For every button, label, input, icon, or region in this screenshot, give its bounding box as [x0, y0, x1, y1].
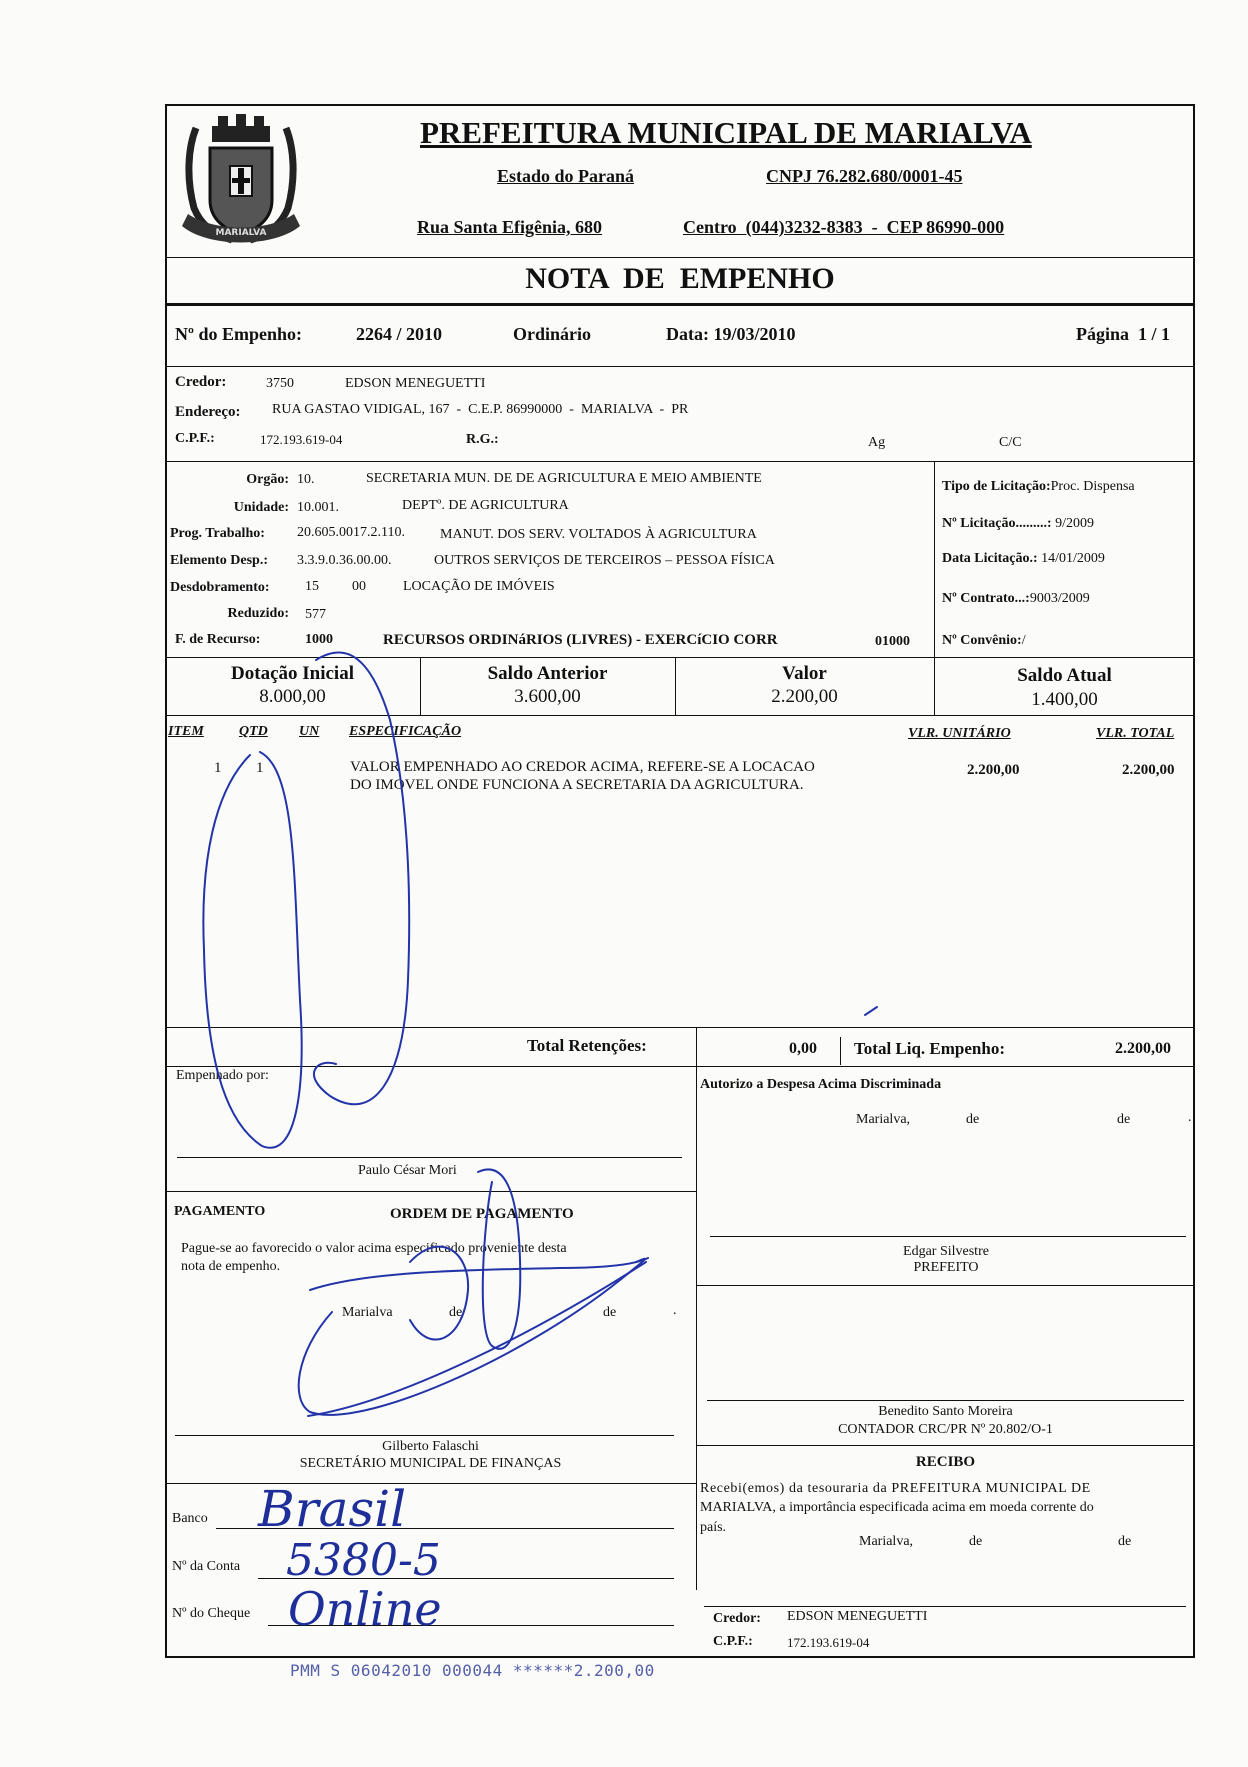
conta-label: Nº da Conta	[172, 1559, 241, 1574]
pagamento-de2: de	[603, 1305, 617, 1320]
valor-value: 2.200,00	[771, 686, 838, 707]
elemento-label: Elemento Desp.:	[170, 553, 268, 568]
empenhado-label: Empenhado por:	[176, 1068, 269, 1083]
item-spec-line1: VALOR EMPENHADO AO CREDOR ACIMA, REFERE-SE A LOCACAO	[350, 759, 815, 775]
dotacao-label: Dotação Inicial	[231, 663, 354, 684]
prefeitura-title: PREFEITURA MUNICIPAL DE MARIALVA	[420, 115, 1032, 150]
authentication-code: PMM S 06042010 000044 ******2.200,00	[290, 1661, 655, 1680]
convenio-value: /	[1021, 633, 1026, 648]
unidade-code: 10.001.	[297, 500, 339, 515]
licitacao-data-label: Data Licitação.:	[942, 551, 1038, 566]
autorizo-label: Autorizo a Despesa Acima Discriminada	[700, 1077, 942, 1092]
prog-label: Prog. Trabalho:	[170, 526, 265, 541]
orgao-label: Orgão:	[246, 472, 289, 487]
retencoes-value: 0,00	[789, 1040, 817, 1057]
recibo-text-line2: MARIALVA, a importância especificada acima em moeda corrente do	[700, 1500, 1094, 1515]
prefeito-role: PREFEITO	[913, 1260, 979, 1275]
address-label: Rua Santa Efigênia, 680	[417, 217, 603, 237]
item-spec-line2: DO IMOVEL ONDE FUNCIONA A SECRETARIA DA AGRICULTURA.	[350, 777, 804, 793]
convenio-label: Nº Convênio:	[942, 633, 1022, 648]
page-number: Página 1 / 1	[1076, 324, 1171, 344]
recurso-number: 01000	[875, 634, 910, 649]
saldo-atual-value: 1.400,00	[1031, 689, 1098, 710]
pagamento-de1: de	[449, 1305, 463, 1320]
pagamento-label: PAGAMENTO	[174, 1204, 266, 1219]
empenhado-signer: Paulo César Mori	[358, 1163, 457, 1178]
recibo-label: RECIBO	[915, 1454, 976, 1470]
valor-label: Valor	[782, 663, 827, 684]
prog-code: 20.605.0017.2.110.	[297, 525, 405, 540]
licitacao-tipo-label: Tipo de Licitação:	[942, 479, 1051, 494]
state-label: Estado do Paraná	[497, 166, 635, 186]
item-number: 1	[214, 760, 222, 776]
item-total-value: 2.200,00	[1122, 762, 1175, 778]
contador-name: Benedito Santo Moreira	[878, 1404, 1013, 1419]
credor-code: 3750	[266, 376, 294, 391]
banco-label: Banco	[172, 1511, 208, 1526]
credor-name: EDSON MENEGUETTI	[345, 376, 486, 391]
cheque-label: Nº do Cheque	[172, 1606, 251, 1621]
unidade-label: Unidade:	[233, 500, 289, 515]
ag-label: Ag	[868, 435, 886, 450]
recurso-desc: RECURSOS ORDINáRIOS (LIVRES) - EXERCíCIO CORR	[383, 632, 778, 648]
saldo-anterior-value: 3.600,00	[514, 686, 581, 707]
empenho-type: Ordinário	[513, 324, 592, 344]
col-vlr-total: VLR. TOTAL	[1096, 726, 1175, 741]
total-liq-value: 2.200,00	[1115, 1040, 1171, 1057]
item-qtd: 1	[256, 760, 264, 776]
recibo-credor-name: EDSON MENEGUETTI	[787, 1609, 928, 1624]
financas-role: SECRETÁRIO MUNICIPAL DE FINANÇAS	[299, 1456, 562, 1471]
address-field-label: Endereço:	[175, 404, 241, 420]
contact-label: Centro (044)3232-8383 - CEP 86990-000	[683, 217, 1005, 237]
recibo-cpf-label: C.P.F.:	[713, 1634, 753, 1649]
financas-signer: Gilberto Falaschi	[382, 1439, 479, 1454]
empenho-date: Data: 19/03/2010	[666, 324, 796, 344]
licitacao-data-value: 14/01/2009	[1041, 551, 1105, 566]
recurso-code: 1000	[305, 632, 333, 647]
reduzido-label: Reduzido:	[227, 606, 289, 621]
item-unit-value: 2.200,00	[967, 762, 1020, 778]
col-especificacao: ESPECIFICAÇÃO	[349, 724, 462, 739]
saldo-anterior-label: Saldo Anterior	[487, 663, 608, 684]
elemento-desc: OUTROS SERVIÇOS DE TERCEIROS – PESSOA FÍSICA	[434, 553, 775, 568]
credor-cpf: 172.193.619-04	[260, 432, 343, 447]
contrato-label: Nº Contrato...:	[942, 591, 1030, 606]
cc-label: C/C	[999, 435, 1022, 450]
saldo-atual-label: Saldo Atual	[1017, 665, 1112, 686]
prog-desc: MANUT. DOS SERV. VOLTADOS À AGRICULTURA	[440, 527, 757, 542]
desdobramento-sub: 00	[352, 579, 366, 594]
contrato-value: 9003/2009	[1029, 591, 1090, 606]
autorizo-city: Marialva,	[856, 1112, 911, 1127]
banco-handwritten: Brasil	[258, 1480, 407, 1538]
orgao-desc: SECRETARIA MUN. DE DE AGRICULTURA E MEIO AMBIENTE	[366, 471, 762, 486]
recibo-cpf-value: 172.193.619-04	[787, 1635, 870, 1650]
dotacao-value: 8.000,00	[259, 686, 326, 707]
autorizo-de1: de	[966, 1112, 980, 1127]
orgao-code: 10.	[297, 472, 315, 487]
unidade-desc: DEPTº. DE AGRICULTURA	[402, 498, 569, 513]
recibo-de2: de	[1118, 1534, 1132, 1549]
pagamento-city: Marialva	[342, 1305, 393, 1320]
document-title: NOTA DE EMPENHO	[525, 262, 835, 295]
desdobramento-label: Desdobramento:	[170, 580, 270, 595]
credor-label: Credor:	[175, 374, 227, 390]
licitacao-tipo-value: Proc. Dispensa	[1050, 479, 1135, 494]
empenho-number-label: Nº do Empenho:	[175, 324, 302, 344]
prefeito-name: Edgar Silvestre	[903, 1244, 989, 1259]
recibo-credor-label: Credor:	[713, 1611, 761, 1626]
empenho-number: 2264 / 2010	[356, 324, 443, 344]
recibo-text-line1: Recebi(emos) da tesouraria da PREFEITURA MUNICIPAL DE	[700, 1481, 1091, 1496]
elemento-code: 3.3.9.0.36.00.00.	[297, 553, 392, 568]
credor-address: RUA GASTAO VIDIGAL, 167 - C.E.P. 86990000 - MARIALVA - PR	[272, 402, 689, 417]
cheque-handwritten: Online	[288, 1582, 442, 1636]
recurso-label: F. de Recurso:	[175, 632, 261, 647]
pagamento-text-line1: Pague-se ao favorecido o valor acima especificado proveniente desta	[181, 1241, 567, 1256]
recibo-city: Marialva,	[859, 1534, 914, 1549]
svg-text:MARIALVA: MARIALVA	[215, 228, 267, 238]
total-liq-label: Total Liq. Empenho:	[854, 1039, 1005, 1058]
pagamento-text-line2: nota de empenho.	[181, 1259, 281, 1274]
recibo-text-line3: país.	[700, 1520, 727, 1535]
desdobramento-desc: LOCAÇÃO DE IMÓVEIS	[403, 579, 555, 594]
ordem-pagamento-label: ORDEM DE PAGAMENTO	[390, 1206, 574, 1222]
conta-handwritten: 5380-5	[286, 1535, 441, 1586]
licitacao-numero-label: Nº Licitação.........:	[942, 516, 1052, 531]
reduzido-value: 577	[305, 607, 326, 622]
cpf-label: C.P.F.:	[175, 431, 215, 446]
contador-role: CONTADOR CRC/PR Nº 20.802/O-1	[838, 1422, 1053, 1437]
licitacao-numero-value: 9/2009	[1055, 516, 1094, 531]
recibo-de1: de	[969, 1534, 983, 1549]
pagamento-dot: .	[673, 1303, 677, 1318]
col-item: ITEM	[168, 724, 204, 739]
autorizo-dot: .	[1188, 1110, 1192, 1125]
retencoes-label: Total Retenções:	[527, 1036, 647, 1055]
autorizo-de2: de	[1117, 1112, 1131, 1127]
cnpj-label: CNPJ 76.282.680/0001-45	[766, 166, 963, 186]
col-qtd: QTD	[239, 724, 268, 739]
col-un: UN	[299, 724, 320, 739]
desdobramento-code: 15	[305, 579, 319, 594]
col-vlr-unitario: VLR. UNITÁRIO	[908, 726, 1011, 741]
rg-label: R.G.:	[466, 432, 499, 447]
